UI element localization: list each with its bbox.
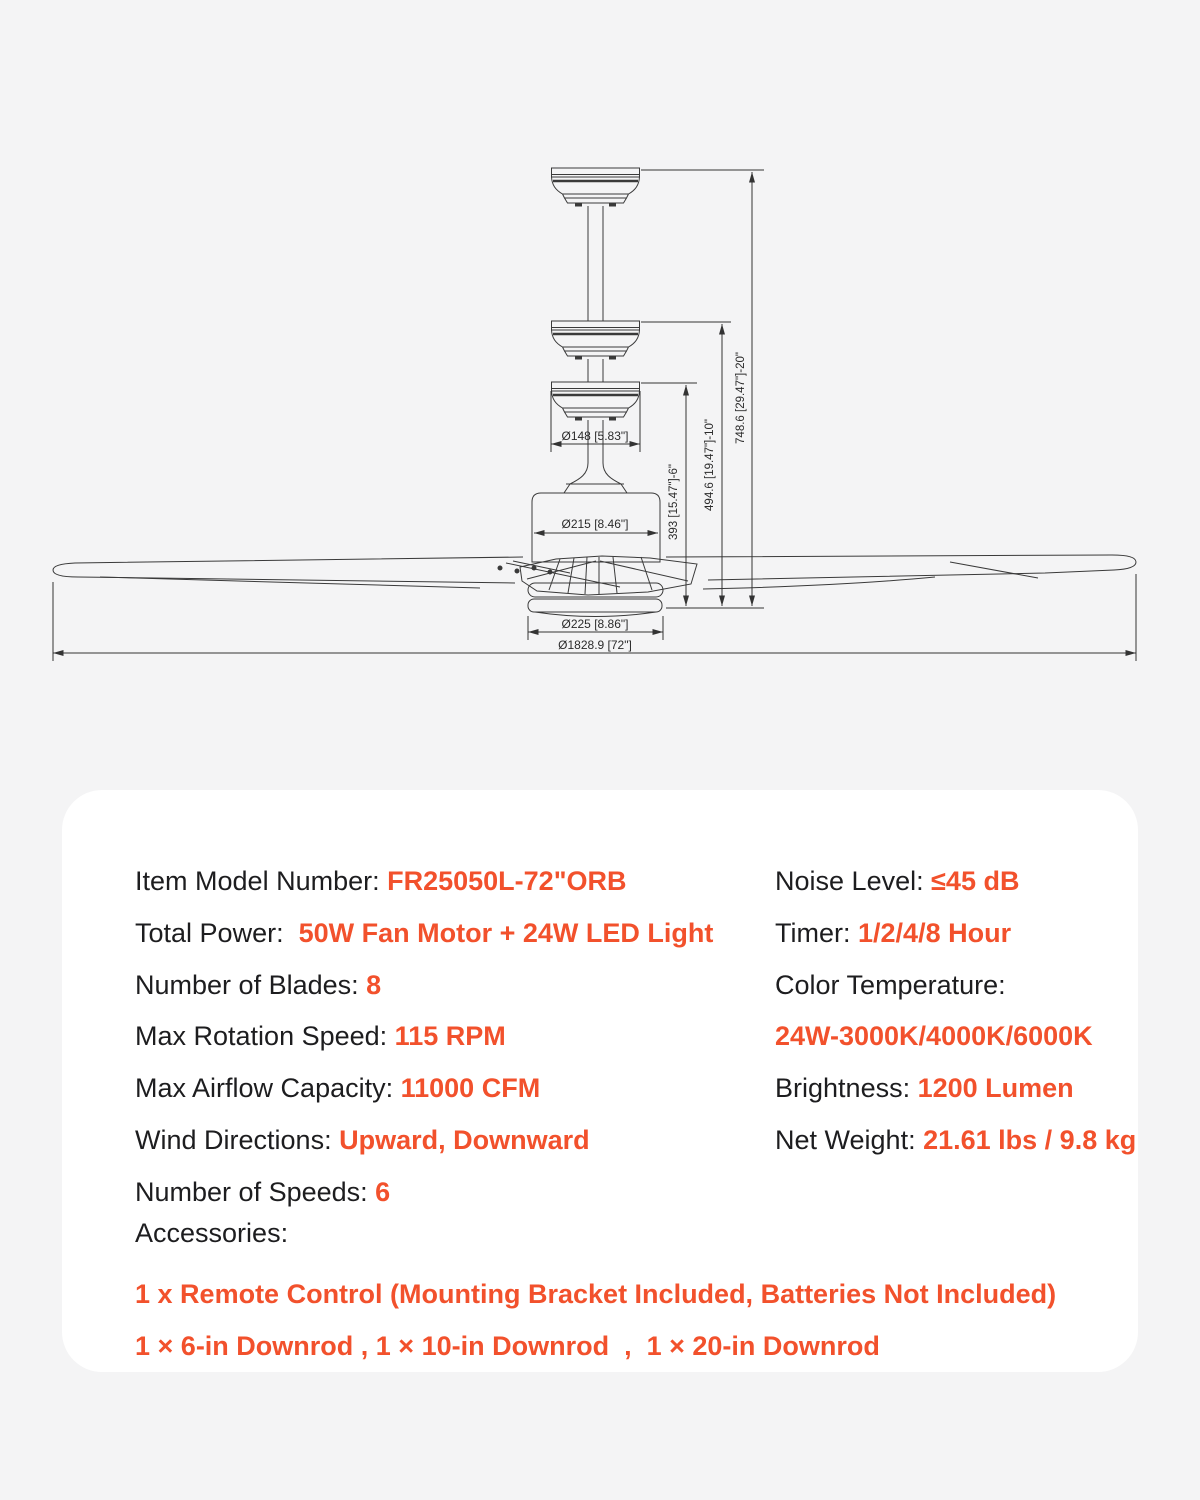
dim-label-height-10in: 494.6 [19.47"]-10" (704, 419, 716, 511)
fan-dimension-svg (0, 0, 1200, 700)
dim-label-canopy-diameter: Ø148 [5.83"] (561, 429, 629, 443)
spec-label: Timer: (775, 918, 859, 948)
dim-label-light-diameter: Ø225 [8.86"] (561, 617, 629, 631)
spec-value: ≤45 dB (931, 866, 1020, 896)
spec-label: Noise Level: (775, 866, 932, 896)
canopy-10in-drawing (552, 321, 640, 359)
spec-row-accessory-downrods (105, 1292, 880, 1400)
spec-value: 1/2/4/8 Hour (858, 918, 1012, 948)
spec-label: Brightness: (775, 1073, 918, 1103)
spec-value: 11000 CFM (400, 1073, 541, 1103)
spec-label: Max Airflow Capacity: (135, 1073, 401, 1103)
spec-label: Color Temperature: (775, 970, 1006, 1000)
spec-label: Wind Directions: (135, 1125, 340, 1155)
spec-value: Upward, Downward (339, 1125, 590, 1155)
spec-value: 50W Fan Motor + 24W LED Light (291, 918, 714, 948)
fan-blades-drawing (53, 555, 1136, 589)
fan-dimension-diagram (0, 0, 1200, 700)
spec-label: Number of Speeds: (135, 1177, 376, 1207)
dim-label-motor-diameter: Ø215 [8.46"] (561, 517, 629, 531)
spec-value: 6 (375, 1177, 391, 1207)
dim-label-height-6in: 393 [15.47"]-6" (668, 464, 680, 540)
spec-label: Total Power: (135, 918, 292, 948)
spec-value: 24W-3000K/4000K/6000K (775, 1021, 1093, 1051)
motor-bell-drawing (564, 463, 627, 493)
spec-value: 1 × 6-in Downrod , 1 × 10-in Downrod , 1 × 20-in Downrod (135, 1331, 880, 1361)
spec-value: 8 (366, 970, 382, 1000)
spec-label: Net Weight: (775, 1125, 924, 1155)
spec-value: 1 x Remote Control (Mounting Bracket Included, Batteries Not Included) (135, 1279, 1057, 1309)
canopy-20in-drawing (552, 168, 640, 206)
spec-label: Max Rotation Speed: (135, 1021, 395, 1051)
spec-label: Item Model Number: (135, 866, 388, 896)
spec-label: Accessories: (135, 1218, 289, 1248)
spec-card (62, 790, 1138, 1372)
spec-row-net-weight (745, 1086, 1136, 1194)
light-kit-drawing (528, 583, 663, 617)
dim-label-height-20in: 748.6 [29.47"]-20" (735, 352, 747, 444)
canopy-6in-drawing (552, 382, 640, 420)
spec-value: FR25050L-72"ORB (387, 866, 627, 896)
spec-value: 115 RPM (394, 1021, 506, 1051)
spec-label: Number of Blades: (135, 970, 367, 1000)
spec-value: 21.61 lbs / 9.8 kg (923, 1125, 1137, 1155)
dim-label-blade-sweep: Ø1828.9 [72"] (558, 638, 632, 652)
spec-value: 1200 Lumen (917, 1073, 1074, 1103)
